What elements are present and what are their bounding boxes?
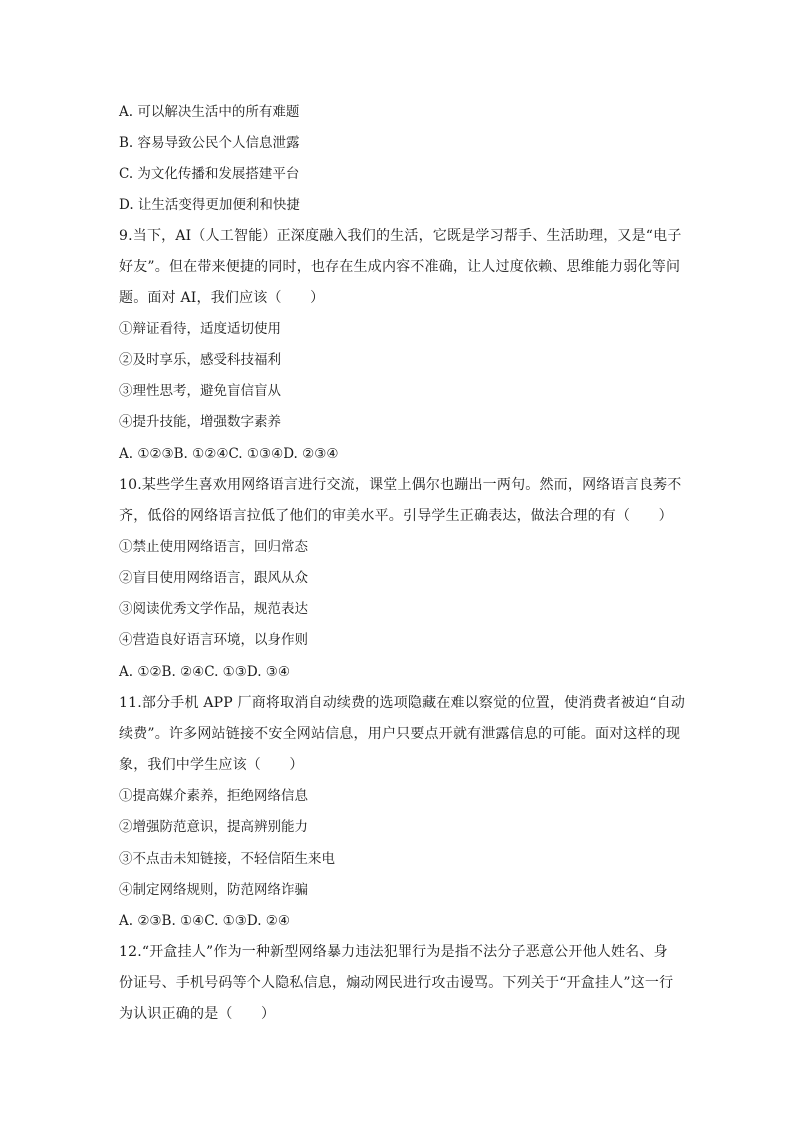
q11-statement-1: ①提高媒介素养，拒绝网络信息 <box>119 788 308 804</box>
q9-statement-1: ①辩证看待，适度适切使用 <box>119 321 281 337</box>
q8-option-b: B. 容易导致公民个人信息泄露 <box>119 135 300 151</box>
q12-stem-line-2: 份证号、手机号码等个人隐私信息，煽动网民进行攻击谩骂。下列关于“开盒挂人”这一行 <box>119 975 674 991</box>
q9-statement-4: ④提升技能，增强数字素养 <box>119 414 281 430</box>
q10-statement-1: ①禁止使用网络语言，回归常态 <box>119 539 308 555</box>
q11-stem-line-2: 续费”。许多网站链接不安全网站信息，用户只要点开就有泄露信息的可能。面对这样的现 <box>119 726 681 742</box>
q11-choices: A. ②③B. ①④C. ①③D. ②④ <box>119 913 291 929</box>
q9-stem-line-3: 题。面对 AI，我们应该（ ） <box>119 290 325 306</box>
q9-stem-line-2: 好友”。但在带来便捷的同时，也存在生成内容不准确，让人过度依赖、思维能力弱化等问 <box>119 259 681 275</box>
q8-option-a: A. 可以解决生活中的所有难题 <box>119 104 300 120</box>
q12-stem-line-3: 为认识正确的是（ ） <box>119 1006 276 1022</box>
q10-statement-4: ④营造良好语言环境，以身作则 <box>119 632 308 648</box>
q11-stem-line-1: 11.部分手机 APP 厂商将取消自动续费的选项隐藏在难以察觉的位置，使消费者被迫“自动 <box>119 695 686 711</box>
q9-statement-3: ③理性思考，避免盲信盲从 <box>119 383 281 399</box>
q10-statement-3: ③阅读优秀文学作品，规范表达 <box>119 601 308 617</box>
q10-choices: A. ①②B. ②④C. ①③D. ③④ <box>119 664 291 680</box>
q9-stem-line-1: 9.当下，AI（人工智能）正深度融入我们的生活，它既是学习帮手、生活助理，又是“电子 <box>119 228 682 244</box>
q8-option-c: C. 为文化传播和发展搭建平台 <box>119 166 300 182</box>
q12-stem-line-1: 12.“开盒挂人”作为一种新型网络暴力违法犯罪行为是指不法分子恶意公开他人姓名、身 <box>119 944 668 960</box>
q11-statement-4: ④制定网络规则，防范网络诈骗 <box>119 882 308 898</box>
q8-option-d: D. 让生活变得更加便利和快捷 <box>119 197 300 213</box>
q10-stem-line-2: 齐，低俗的网络语言拉低了他们的审美水平。引导学生正确表达，做法合理的有（ ） <box>119 508 673 524</box>
q9-statement-2: ②及时享乐，感受科技福利 <box>119 352 281 368</box>
q11-statement-2: ②增强防范意识，提高辨别能力 <box>119 819 308 835</box>
q10-stem-line-1: 10.某些学生喜欢用网络语言进行交流，课堂上偶尔也蹦出一两句。然而，网络语言良莠不 <box>119 477 682 493</box>
q11-statement-3: ③不点击未知链接，不轻信陌生来电 <box>119 851 335 867</box>
q11-stem-line-3: 象，我们中学生应该（ ） <box>119 757 304 773</box>
q10-statement-2: ②盲目使用网络语言，跟风从众 <box>119 570 308 586</box>
q9-choices: A. ①②③B. ①②④C. ①③④D. ②③④ <box>119 446 339 462</box>
